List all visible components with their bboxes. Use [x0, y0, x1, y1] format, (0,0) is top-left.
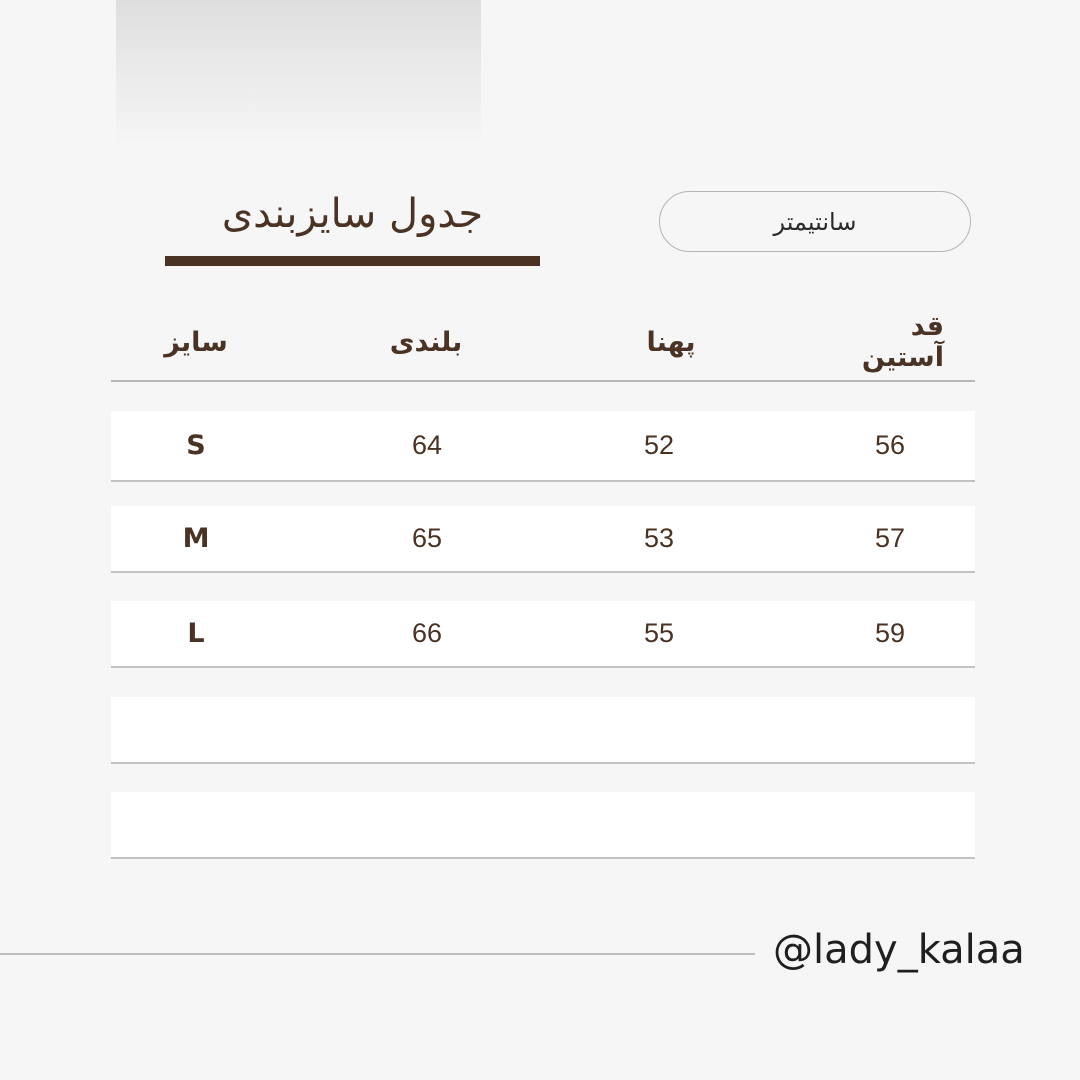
cell-width: 52: [643, 430, 675, 460]
header-width: پهنا: [646, 326, 696, 358]
unit-badge: [659, 191, 971, 252]
table-row: [111, 792, 975, 859]
cell-size: [156, 792, 236, 857]
cell-length: [387, 792, 467, 857]
cell-sleeve: [850, 697, 930, 762]
social-handle: @lady_kalaa: [773, 927, 1025, 973]
cell-size: S: [186, 430, 206, 461]
cell-width: [619, 697, 699, 762]
table-row: [111, 697, 975, 764]
table-header: [111, 312, 975, 382]
cell-width: 53: [643, 523, 675, 553]
page-title: جدول سایزبندی: [221, 191, 484, 237]
cell-sleeve: 57: [874, 523, 906, 553]
cell-size: [156, 697, 236, 762]
footer-divider: [0, 953, 755, 955]
cell-sleeve: [850, 792, 930, 857]
cell-length: 66: [411, 618, 443, 648]
cell-sleeve: 56: [874, 430, 906, 460]
cell-width: 55: [643, 618, 675, 648]
product-photo: [116, 0, 481, 150]
table-row: [111, 506, 975, 573]
title-underline: [165, 256, 540, 266]
cell-length: [387, 697, 467, 762]
cell-sleeve: 59: [874, 618, 906, 648]
cell-size: L: [187, 618, 205, 649]
header-sleeve: قد آستین: [861, 311, 944, 373]
cell-length: 65: [411, 523, 443, 553]
table-row: [111, 601, 975, 668]
unit-label: سانتیمتر: [773, 207, 857, 236]
cell-size: M: [182, 523, 210, 554]
cell-length: 64: [411, 430, 443, 460]
header-size: سایز: [164, 326, 228, 358]
table-row: [111, 411, 975, 482]
header-length: بلندی: [389, 326, 463, 358]
cell-width: [619, 792, 699, 857]
